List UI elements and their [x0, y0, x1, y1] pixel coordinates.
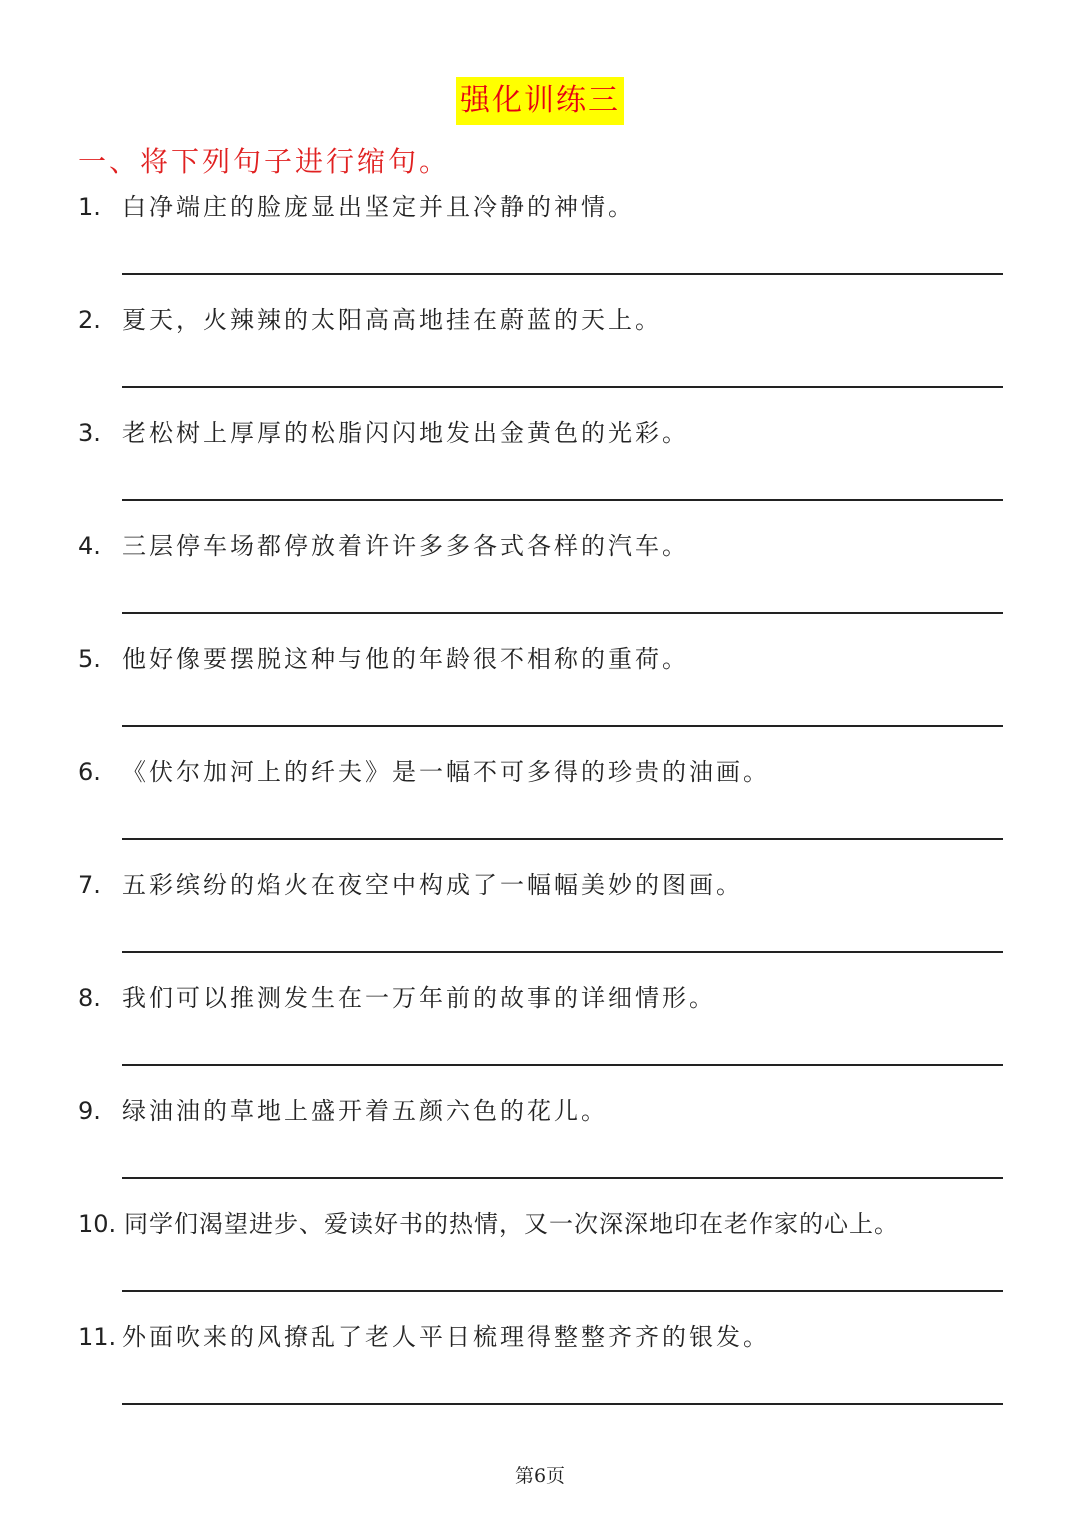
- exercise-item-8: [0, 978, 1080, 1091]
- exercise-item-6: [0, 752, 1080, 865]
- exercise-item-5: [0, 639, 1080, 752]
- section-heading: 一、将下列句子进行缩句。: [78, 145, 451, 178]
- answer-line[interactable]: [122, 1177, 1003, 1179]
- item-number: 10.: [78, 1210, 117, 1238]
- answer-line[interactable]: [122, 725, 1003, 727]
- answer-line[interactable]: [122, 1290, 1003, 1292]
- item-sentence: 我们可以推测发生在一万年前的故事的详细情形。: [122, 984, 716, 1012]
- exercise-item-9: [0, 1091, 1080, 1204]
- item-number: 5.: [78, 645, 101, 673]
- exercise-item-11: [0, 1317, 1080, 1430]
- item-sentence: 白净端庄的脸庞显出坚定并且冷静的神情。: [122, 193, 635, 221]
- page-number: 第6页: [514, 1465, 566, 1487]
- exercise-item-2: [0, 300, 1080, 413]
- answer-line[interactable]: [122, 499, 1003, 501]
- exercise-item-3: [0, 413, 1080, 526]
- item-sentence: 夏天，火辣辣的太阳高高地挂在蔚蓝的天上。: [122, 306, 662, 334]
- item-number: 3.: [78, 419, 101, 447]
- item-sentence: 绿油油的草地上盛开着五颜六色的花儿。: [122, 1097, 608, 1125]
- item-sentence: 外面吹来的风撩乱了老人平日梳理得整整齐齐的银发。: [122, 1323, 770, 1351]
- answer-line[interactable]: [122, 273, 1003, 275]
- item-sentence: 老松树上厚厚的松脂闪闪地发出金黄色的光彩。: [122, 419, 689, 447]
- item-sentence: 他好像要摆脱这种与他的年龄很不相称的重荷。: [122, 645, 689, 673]
- item-sentence: 三层停车场都停放着许许多多各式各样的汽车。: [122, 532, 689, 560]
- exercise-item-10: [0, 1204, 1080, 1317]
- exercise-item-1: [0, 187, 1080, 300]
- answer-line[interactable]: [122, 951, 1003, 953]
- item-number: 2.: [78, 306, 101, 334]
- answer-line[interactable]: [122, 386, 1003, 388]
- answer-line[interactable]: [122, 1403, 1003, 1405]
- item-number: 8.: [78, 984, 101, 1012]
- item-number: 7.: [78, 871, 101, 899]
- item-number: 9.: [78, 1097, 101, 1125]
- item-sentence: 同学们渴望进步、爱读好书的热情，又一次深深地印在老作家的心上。: [124, 1210, 899, 1238]
- exercise-item-4: [0, 526, 1080, 639]
- item-sentence: 五彩缤纷的焰火在夜空中构成了一幅幅美妙的图画。: [122, 871, 743, 899]
- page-title: 强化训练三: [456, 77, 624, 125]
- item-number: 11.: [78, 1323, 117, 1351]
- item-number: 1.: [78, 193, 101, 221]
- answer-line[interactable]: [122, 838, 1003, 840]
- item-sentence: 《伏尔加河上的纤夫》是一幅不可多得的珍贵的油画。: [122, 758, 770, 786]
- item-number: 4.: [78, 532, 101, 560]
- item-number: 6.: [78, 758, 101, 786]
- answer-line[interactable]: [122, 612, 1003, 614]
- exercise-item-7: [0, 865, 1080, 978]
- answer-line[interactable]: [122, 1064, 1003, 1066]
